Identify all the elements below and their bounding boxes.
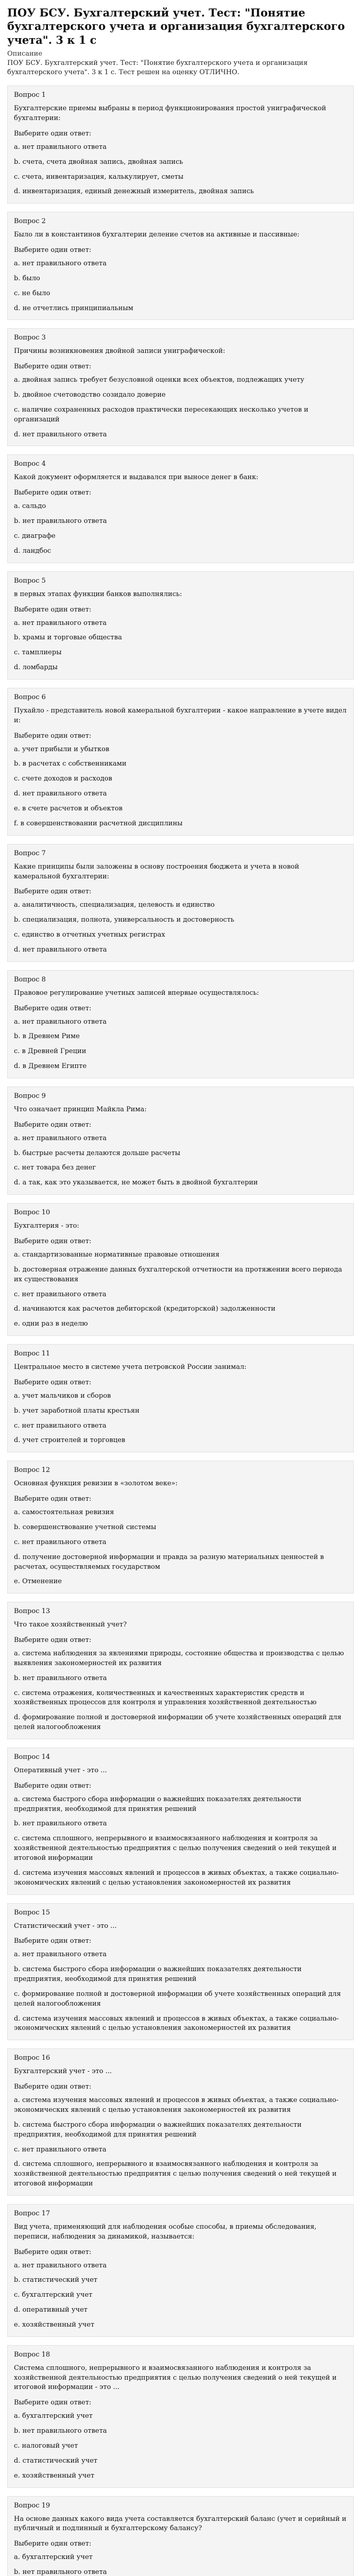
answer-option[interactable]: b. достоверная отражение данных бухгалтерской отчетности на протяжении всего периода их существования [14,1265,342,1283]
question-card [7,1087,354,1195]
choose-one-label: Выберите один ответ: [14,246,92,255]
question-text: Причины возникновения двойной записи униграфической: [14,347,226,355]
answer-option[interactable]: a. бухгалтерский учет [14,2412,93,2420]
question-text: Какой документ оформляется и выдавался при выносе денег в банк: [14,473,259,482]
question-number [14,1753,347,1761]
question-text: Бухгалтерский учет - это ... [14,2067,112,2076]
answer-options [14,2553,347,2576]
question-text: Какие принципы были заложены в основу построения бюджета и учета в новой камеральной бухгалтерии: [14,862,299,880]
answer-option[interactable]: c. единство в отчетных учетных регистрах [14,931,165,939]
question-number [14,334,347,342]
answer-option[interactable]: a. учет прибыли и убытков [14,745,110,753]
question-card [7,2204,354,2337]
question-text: в первых этапах функции банков выполнялись: [14,590,182,598]
answer-option[interactable]: b. в расчетах с собственниками [14,760,127,768]
question-number [14,1092,347,1100]
answer-option[interactable]: e. одни раз в неделю [14,1320,88,1328]
answer-option[interactable]: a. стандартизованные нормативные правовые отношения [14,1251,220,1259]
answer-options [14,2096,347,2189]
choose-one-label: Выберите один ответ: [14,888,92,896]
question-number [14,2054,347,2062]
answer-option[interactable]: c. бухгалтерский учет [14,2291,93,2299]
question-text: Оперативный учет - это ... [14,1766,107,1774]
choose-one-label: Выберите один ответ: [14,129,92,138]
question-number-value: 4 [41,460,46,468]
question-card [7,1903,354,2041]
question-number [14,460,347,468]
answer-option[interactable]: d. система изучения массовых явлений и процессов в живых объектах, а также социально-экономических явлений с целью установления закономерностей их развития [14,1869,339,1887]
answer-option[interactable]: b. система быстрого сбора информации о важнейших показателях деятельности предприятия, необходимой для принятия решений [14,1965,302,1984]
answer-option[interactable]: b. быстрые расчеты делаются дольше расчеты [14,1149,181,1157]
answer-options [14,259,347,313]
question-card [7,454,354,563]
answer-option[interactable]: b. нет правильного ответа [14,2427,107,2435]
choose-one-label: Выберите один ответ: [14,363,92,371]
question-card [7,688,354,836]
answer-option[interactable]: a. нет правильного ответа [14,1134,107,1142]
answer-option[interactable]: a. нет правильного ответа [14,260,107,268]
answer-option[interactable]: b. счета, счета двойная запись, двойная запись [14,158,183,166]
question-number [14,2210,347,2217]
question-number [14,1466,347,1474]
question-number [14,217,347,225]
question-prefix: Вопрос [14,1466,40,1475]
answer-option[interactable]: b. нет правильного ответа [14,2568,107,2576]
answer-option[interactable]: b. учет заработной платы крестьян [14,1406,140,1415]
question-text: Система сплошного, непрерывного и взаимосвязанного наблюдения и контроля за хозяйственной деятельностью предприятия с целью получения сведений о ней текущей и итоговой информации - это ... [14,2364,337,2392]
answer-option[interactable]: b. в Древнем Риме [14,1032,80,1041]
answer-options [14,376,347,439]
question-prefix: Вопрос [14,2501,40,2510]
question-text: На основе данных какого вида учета составляется бухгалтерский баланс (учет и серийный и публичный и подлинный и бухгалтерскому балансу? [14,2515,347,2533]
description: ПОУ БСУ. Бухгалтерский учет. Тест: "Понятие бухгалтерского учета и организация бухгалтерского учета". 3 к 1 с. Тест решен на оценку ОТЛИЧНО. [7,59,308,76]
answer-option[interactable]: d. нет правильного ответа [14,790,107,798]
answer-option[interactable]: c. система отражения, количественных и качественных характеристик средств и хозяйственных процессов для контроля и управления хозяйственной деятельностью [14,1689,317,1707]
question-number-value: 10 [41,1209,50,1217]
answer-option[interactable]: b. храмы и торговые общества [14,634,122,642]
choose-one-label: Выберите один ответ: [14,605,92,614]
answer-option[interactable]: d. получение достоверной информации и правда за разную материальных ценностей в расчетах, осуществляемых государством [14,1553,324,1571]
answer-option[interactable]: b. статистический учет [14,2276,98,2284]
question-prefix: Вопрос [14,334,40,342]
answer-options [14,1795,347,1888]
answer-option[interactable]: c. налоговый учет [14,2442,78,2450]
answer-option[interactable]: d. ломбарды [14,664,58,672]
question-number-value: 6 [41,693,46,701]
question-prefix: Вопрос [14,1753,40,1761]
answer-option[interactable]: d. формирование полной и достоверной информации об учете хозяйственных операций для целей налогообложения [14,1714,342,1732]
answer-option[interactable]: c. наличие сохраненных расходов практически пересекающих несколько учетов и организаций [14,405,308,423]
answer-option[interactable]: b. совершенствование учетной системы [14,1523,157,1531]
question-number [14,2502,347,2510]
question-card [7,571,354,680]
answer-option[interactable]: a. нет правильного ответа [14,619,107,627]
description-label: Описание [7,49,43,58]
choose-one-label: Выберите один ответ: [14,1238,92,1245]
page-title: ПОУ БСУ. Бухгалтерский учет. Тест: "Понятие бухгалтерского учета и организация бухгалтерского учета". 3 к 1 с [7,6,345,46]
choose-one-label: Выберите один ответ: [14,732,92,740]
answer-option[interactable]: e. хозяйственный учет [14,2471,95,2480]
answer-options [14,2261,347,2330]
answer-options [14,1018,347,1072]
question-number-value: 2 [41,217,46,226]
answer-options [14,901,347,955]
question-card [7,1602,354,1739]
question-number-value: 1 [41,91,46,99]
answer-option[interactable]: c. счете доходов и расходов [14,775,112,783]
question-number [14,976,347,984]
question-number [14,1607,347,1615]
answer-option[interactable]: a. система наблюдения за явлениями природы, состояние общества и производства с целью выявления закономерностей их развития [14,1650,344,1667]
choose-one-label: Выберите один ответ: [14,2083,92,2091]
answer-option[interactable]: f. в совершенствовании расчетной дисциплины [14,819,183,827]
question-text: Что такое хозяйственный учет? [14,1621,127,1629]
answer-option[interactable]: d. начинаются как расчетов дебиторской (кредиторской) задолженности [14,1305,276,1313]
choose-one-label: Выберите один ответ: [14,1636,92,1645]
question-prefix: Вопрос [14,1607,40,1616]
question-prefix: Вопрос [14,1908,40,1917]
question-prefix: Вопрос [14,1209,40,1217]
answer-option[interactable]: d. учет строителей и торговцев [14,1436,126,1445]
answer-options [14,1392,347,1446]
question-number-value: 9 [41,1092,46,1100]
answer-options [14,1134,347,1188]
answer-option[interactable]: a. нет правильного ответа [14,2261,107,2269]
question-prefix: Вопрос [14,91,40,99]
answer-option[interactable]: c. нет правильного ответа [14,1421,107,1430]
answer-option[interactable]: a. бухгалтерский учет [14,2553,93,2562]
answer-option[interactable]: a. учет мальчиков и сборов [14,1392,111,1400]
question-number [14,1909,347,1917]
question-prefix: Вопрос [14,217,40,226]
answer-option[interactable]: b. было [14,274,40,282]
answer-option[interactable]: a. двойная запись требует безусловной оценки всех объектов, подлежащих учету [14,376,304,384]
answer-option[interactable]: c. не было [14,289,50,297]
question-prefix: Вопрос [14,849,40,857]
answer-option[interactable]: c. нет правильного ответа [14,2145,107,2154]
answer-option[interactable]: c. формирование полной и достоверной информации об учете хозяйственных операций для целей налогообложения [14,1990,341,2008]
question-card [7,212,354,320]
question-prefix: Вопрос [14,460,40,468]
question-list [7,86,354,2576]
question-card [7,2048,354,2196]
answer-options [14,1250,347,1329]
answer-options [14,143,347,197]
answer-option[interactable]: d. оперативный учет [14,2306,88,2314]
answer-option[interactable]: e. в счете расчетов и объектов [14,804,123,812]
answer-option[interactable]: c. нет правильного ответа [14,1290,107,1298]
question-card [7,1344,354,1452]
question-number [14,1350,347,1358]
question-prefix: Вопрос [14,577,40,585]
choose-one-label: Выберите один ответ: [14,1378,92,1386]
answer-option[interactable]: b. система быстрого сбора информации о важнейших показателях деятельности предприятия, необходимой для принятия решений [14,2121,302,2139]
answer-option[interactable]: c. в Древней Греции [14,1047,87,1056]
question-card [7,970,354,1078]
answer-option[interactable]: d. система изучения массовых явлений и процессов в живых объектах, а также социально-экономических явлений с целью установления закономерностей их развития [14,2014,339,2032]
choose-one-label: Выберите один ответ: [14,1937,92,1945]
answer-option[interactable]: e. хозяйственный учет [14,2320,95,2329]
question-number-value: 3 [41,334,46,342]
answer-options [14,1508,347,1587]
question-card [7,2496,354,2576]
answer-options [14,745,347,829]
answer-option[interactable]: c. нет товара без денег [14,1164,96,1172]
question-number-value: 8 [41,975,46,984]
question-prefix: Вопрос [14,2350,40,2359]
answer-option[interactable]: a. система быстрого сбора информации о важнейших показателях деятельности предприятия, необходимой для принятия решений [14,1795,302,1813]
choose-one-label: Выберите один ответ: [14,1495,92,1503]
question-text: Правовое регулирование учетных записей впервые осуществлялось: [14,989,259,997]
question-number [14,91,347,99]
question-card [7,844,354,962]
question-number-value: 18 [41,2350,50,2359]
answer-option[interactable]: b. двойное счетоводство созидало доверие [14,391,166,399]
answer-option[interactable]: d. ландбос [14,547,51,555]
question-number [14,693,347,701]
question-number [14,850,347,857]
question-number-value: 12 [41,1466,50,1475]
answer-option[interactable]: a. система изучения массовых явлений и процессов в живых объектах, а также социально-экономических явлений с целью установления закономерностей их развития [14,2096,339,2114]
answer-option[interactable]: d. нет правильного ответа [14,430,107,438]
question-number-value: 14 [41,1753,50,1761]
answer-option[interactable]: b. нет правильного ответа [14,517,107,526]
answer-option[interactable]: a. нет правильного ответа [14,1951,107,1959]
question-number-value: 13 [41,1607,50,1616]
answer-option[interactable]: a. сальдо [14,502,46,511]
choose-one-label: Выберите один ответ: [14,1121,92,1129]
question-prefix: Вопрос [14,693,40,701]
answer-options [14,2412,347,2481]
answer-option[interactable]: b. специализация, полнота, универсальность и достоверность [14,916,234,924]
question-card [7,1203,354,1336]
choose-one-label: Выберите один ответ: [14,2540,92,2548]
question-number-value: 5 [41,577,46,585]
question-card [7,1461,354,1594]
answer-option[interactable]: a. самостоятельная ревизия [14,1509,114,1517]
question-prefix: Вопрос [14,975,40,984]
answer-option[interactable]: b. нет правильного ответа [14,1674,107,1682]
answer-option[interactable]: d. система сплошного, непрерывного и взаимосвязанного наблюдения и контроля за хозяйственной деятельностью предприятия с целью получения сведений о ней текущей и итоговой информации [14,2160,337,2188]
question-prefix: Вопрос [14,2209,40,2217]
question-prefix: Вопрос [14,2054,40,2062]
question-number-value: 19 [41,2501,50,2510]
answer-option[interactable]: d. не отчетлись принципиальным [14,304,133,312]
answer-option[interactable]: c. система сплошного, непрерывного и взаимосвязанного наблюдения и контроля за хозяйственной деятельностью предприятия с целью получения сведений о ней текущей и итоговой информации [14,1835,337,1862]
question-card [7,86,354,204]
question-number [14,577,347,585]
question-prefix: Вопрос [14,1092,40,1100]
question-number [14,2351,347,2359]
answer-option[interactable]: e. Отменение [14,1578,62,1586]
question-text: Что означает принцип Майкла Рима: [14,1105,147,1113]
answer-option[interactable]: a. нет правильного ответа [14,1018,107,1026]
question-number-value: 17 [41,2209,50,2217]
answer-options [14,1649,347,1733]
question-text: Бухгалтерия - это: [14,1222,79,1230]
choose-one-label: Выберите один ответ: [14,2399,92,2407]
answer-option[interactable]: c. счета, инвентаризация, калькулирует, сметы [14,173,184,181]
answer-option[interactable]: c. нет правильного ответа [14,1538,107,1546]
question-number-value: 16 [41,2054,50,2062]
answer-option[interactable]: a. аналитичность, специализация, целевость и единство [14,901,215,909]
question-text: Бухгалтерские приемы выбраны в период функционирования простой униграфической бухгалтерии: [14,105,326,122]
question-card [7,328,354,446]
question-text: Центральное место в системе учета петровской России занимал: [14,1363,247,1371]
question-prefix: Вопрос [14,1350,40,1358]
answer-options [14,619,347,673]
choose-one-label: Выберите один ответ: [14,2248,92,2256]
question-card [7,2345,354,2488]
answer-option[interactable]: d. статистический учет [14,2456,98,2465]
answer-option[interactable]: c. тамплиеры [14,649,62,657]
answer-option[interactable]: d. а так, как это указывается, не может быть в двойной бухгалтерии [14,1179,258,1187]
choose-one-label: Выберите один ответ: [14,1004,92,1012]
question-number-value: 15 [41,1908,50,1917]
choose-one-label: Выберите один ответ: [14,489,92,497]
answer-options [14,502,347,556]
question-number-value: 11 [41,1350,50,1358]
answer-option[interactable]: a. нет правильного ответа [14,143,107,151]
question-number-value: 7 [41,849,46,857]
answer-option[interactable]: b. нет правильного ответа [14,1820,107,1828]
answer-option[interactable]: d. в Древнем Египте [14,1062,87,1071]
answer-option[interactable]: d. инвентаризация, единый денежный измеритель, двойная запись [14,188,254,196]
question-text: Было ли в константинов бухгалтерии деление счетов на активные и пассивные: [14,231,300,239]
question-text: Основная функция ревизии в «золотом веке»: [14,1480,178,1488]
question-text: Статистический учет - это ... [14,1922,117,1930]
answer-options [14,1950,347,2033]
answer-option[interactable]: c. диаграфе [14,532,56,540]
question-text: Пухайло - представитель новой камеральной бухгалтерии - какое направление в учете видел и: [14,706,347,724]
question-text: Вид учета, применяющий для наблюдения особые способы, в приемы обследования, переписи, наблюдения за динамикой, называется: [14,2223,317,2241]
question-number [14,1209,347,1216]
question-card [7,1748,354,1895]
choose-one-label: Выберите один ответ: [14,1782,92,1790]
answer-option[interactable]: d. нет правильного ответа [14,945,107,954]
